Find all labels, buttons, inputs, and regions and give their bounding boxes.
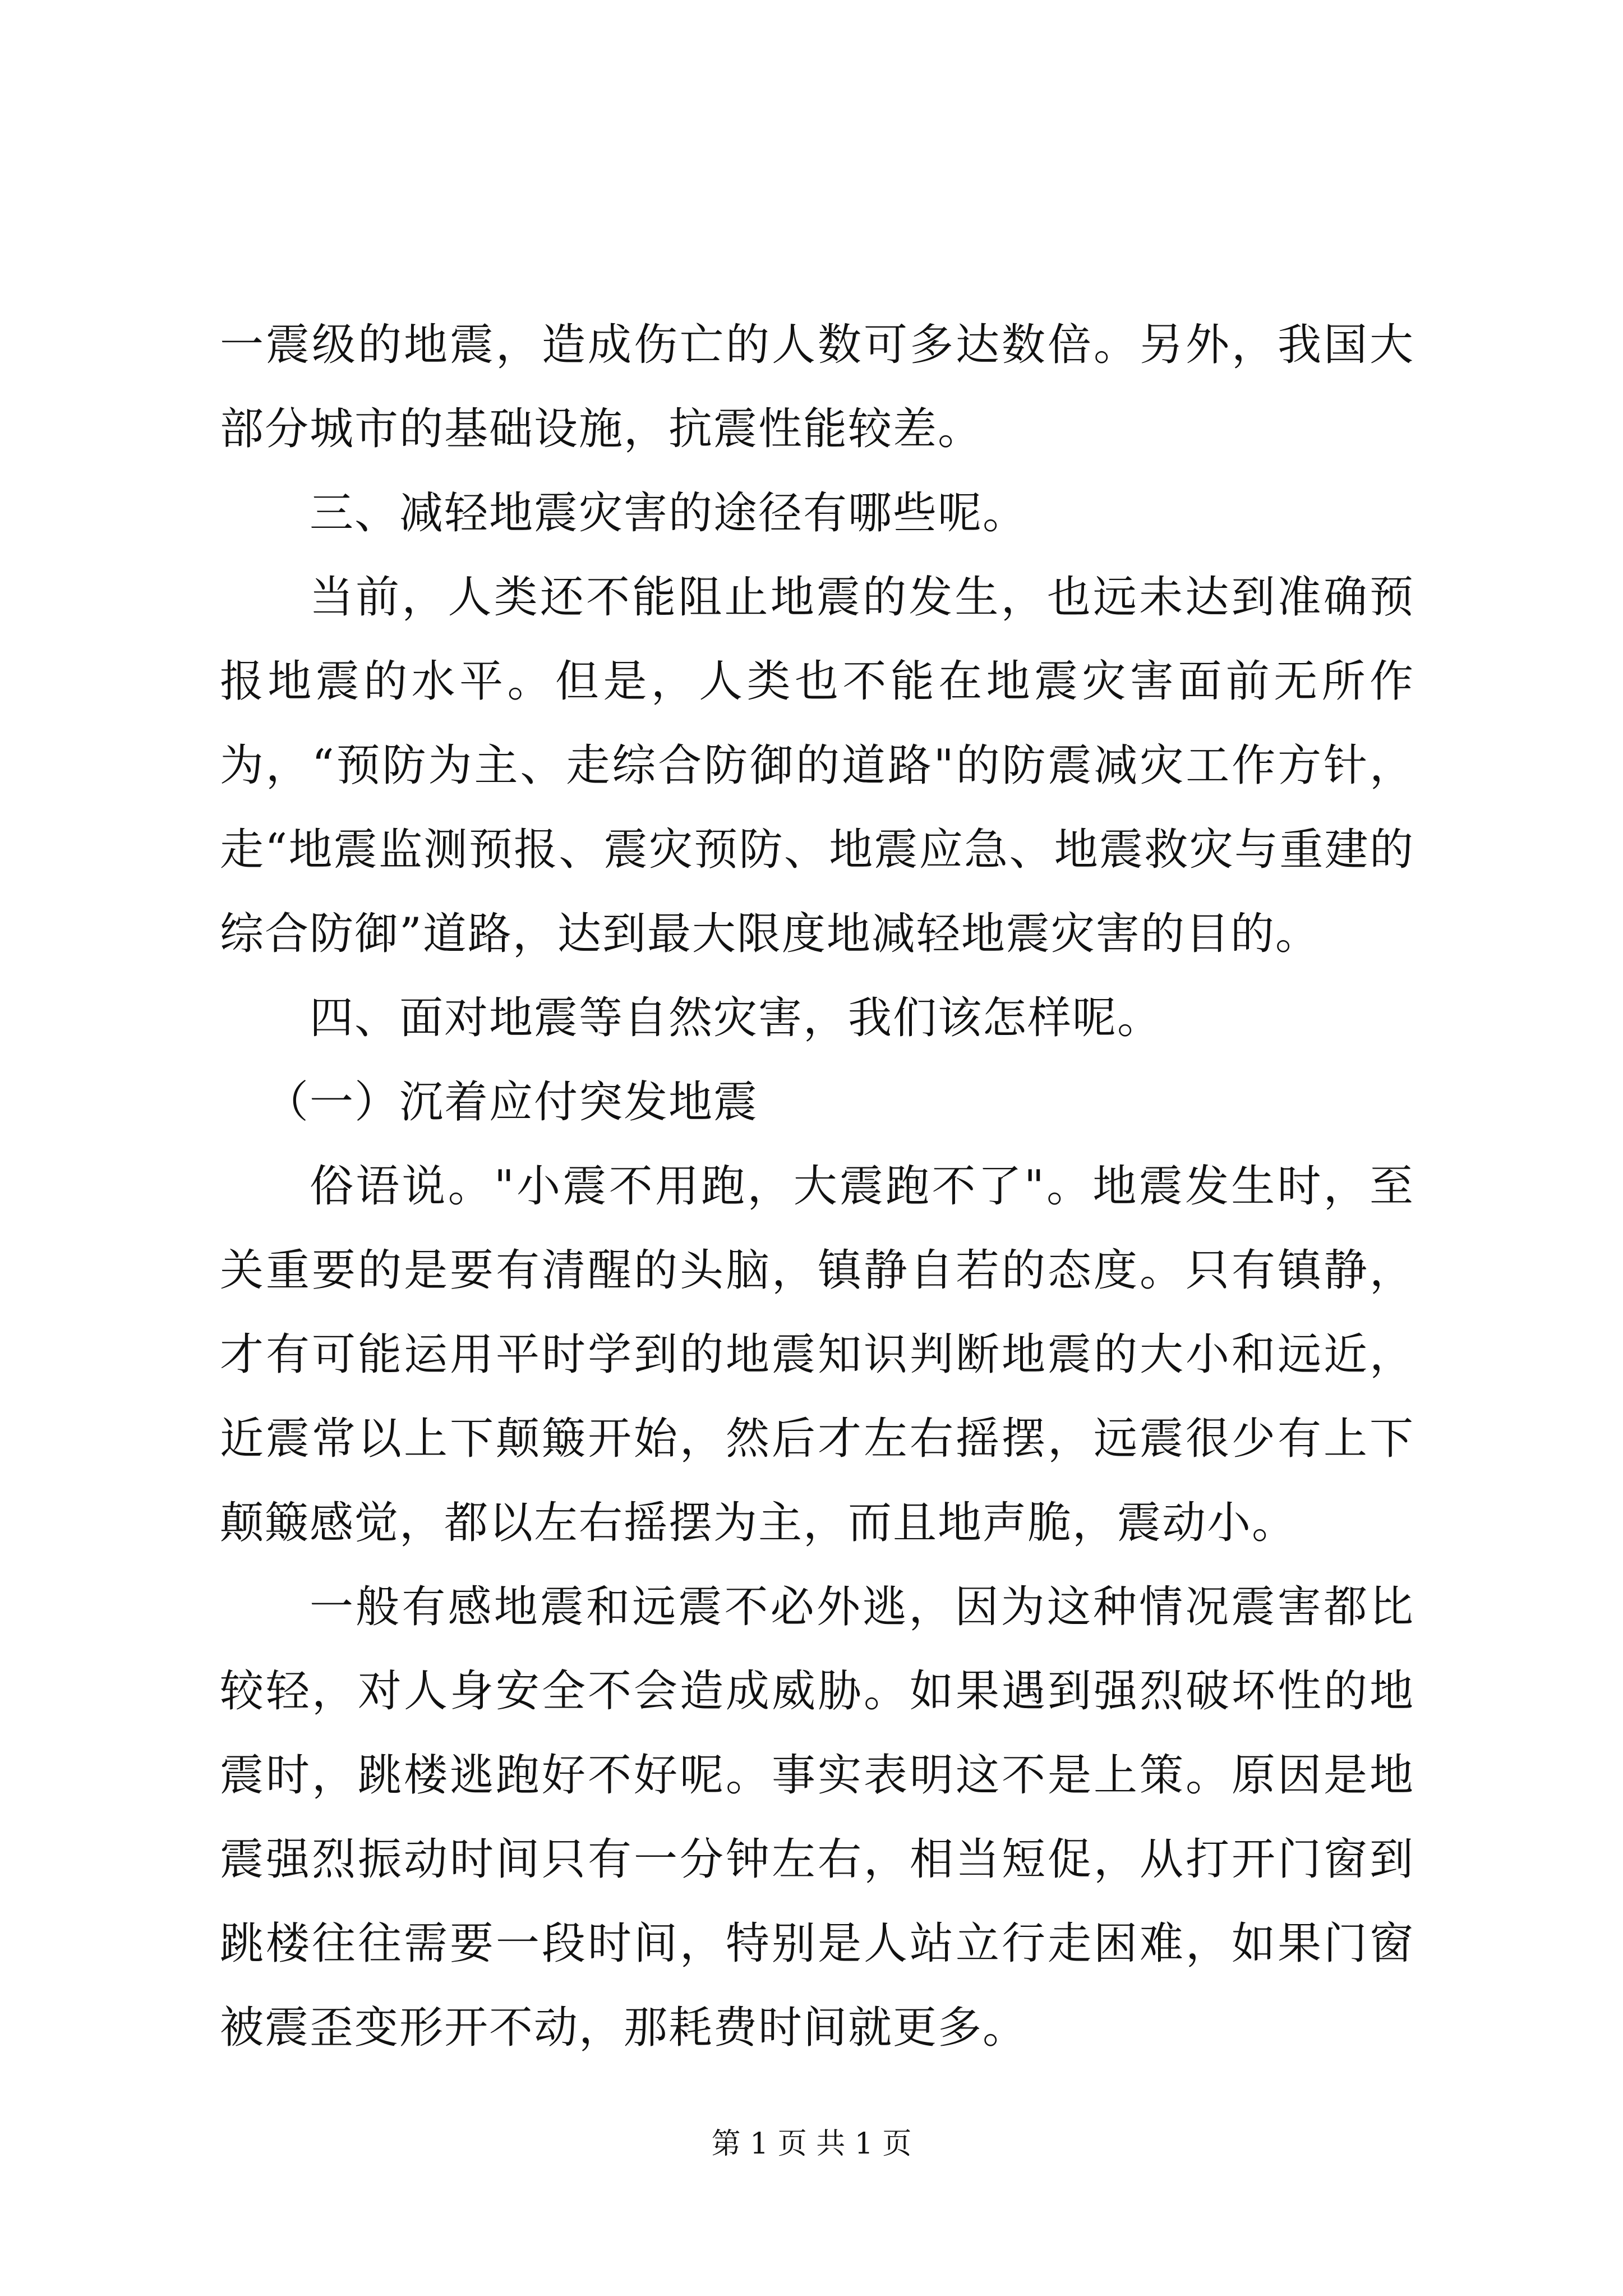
paragraph: 一般有感地震和远震不必外逃，因为这种情况震害都比较轻，对人身安全不会造成威胁。如果遇到强烈破坏性的地震时，跳楼逃跑好不好呢。事实表明这不是上策。原因是地震强烈振动时间只有一分钟左右，相当短促，从打开门窗到跳楼往往需要一段时间，特别是人站立行走困难，如果门窗被震歪变形开不动，那耗费时间就更多。	[220, 1582, 1414, 2053]
document-body	[220, 303, 1414, 2070]
section-heading-3: 三、减轻地震灾害的途径有哪些呢。	[310, 488, 1028, 539]
paragraph: 俗语说。"小震不用跑，大震跑不了"。地震发生时，至关重要的是要有清醒的头脑，镇静自若的态度。只有镇静，才有可能运用平时学到的地震知识判断地震的大小和远近，近震常以上下颠簸开始，然后才左右摇摆，远震很少有上下颠簸感觉，都以左右摇摆为主，而且地声脆，震动小。	[220, 1161, 1414, 1548]
subsection-heading: （一）沉着应付突发地震	[265, 1077, 759, 1128]
page-number-footer: 第 1 页 共 1 页	[711, 2127, 912, 2161]
paragraph: 当前，人类还不能阻止地震的发生，也远未达到准确预报地震的水平。但是，人类也不能在地震灾害面前无所作为，“预防为主、走综合防御的道路"的防震减灾工作方针，走“地震监测预报、震灾预防、地震应急、地震救灾与重建的综合防御”道路，达到最大限度地减轻地震灾害的目的。	[220, 572, 1414, 959]
section-heading-4: 四、面对地震等自然灾害，我们该怎样呢。	[310, 993, 1163, 1043]
paragraph-continuation: 一震级的地震，造成伤亡的人数可多达数倍。另外，我国大部分城市的基础设施，抗震性能较差。	[220, 320, 1414, 454]
